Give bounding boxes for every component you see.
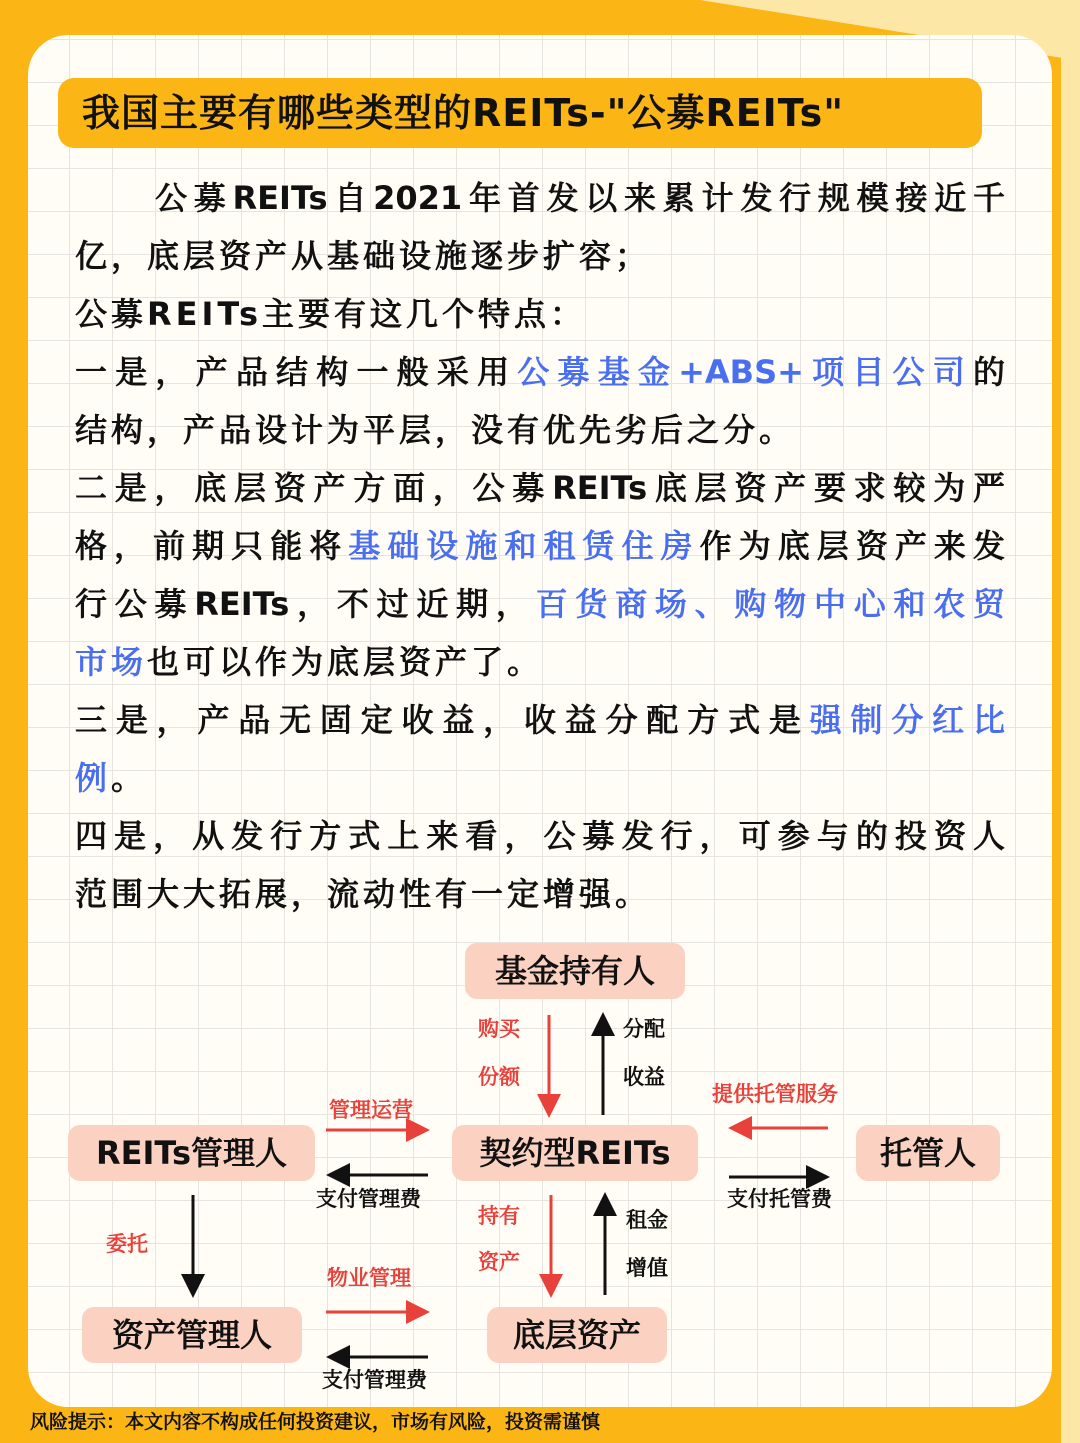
risk-disclaimer: 风险提示：本文内容不构成任何投资建议，市场有风险，投资需谨慎	[30, 1411, 601, 1433]
text-line: 亿，底层资产从基础设施逐步扩容；	[75, 237, 652, 275]
label-pay-custody: 支付托管费	[727, 1187, 832, 1211]
text-segment: 也可以作为底层资产了。	[147, 643, 544, 681]
node-underlying-asset: 底层资产	[487, 1307, 667, 1363]
node-reits-manager: REITs管理人	[68, 1125, 315, 1181]
text-segment: 三是，产品无固定收益，收益分配方式是	[75, 701, 810, 739]
text-segment: 作为底层资产来发	[699, 527, 1005, 565]
text-segment: 。	[111, 759, 148, 797]
node-contract-reits: 契约型REITs	[452, 1125, 698, 1181]
page-title: 我国主要有哪些类型的REITs-"公募REITs"	[58, 78, 982, 148]
node-fund-holder: 基金持有人	[465, 943, 685, 999]
label-shares: 份额	[478, 1065, 520, 1089]
label-pay-mgmt: 支付管理费	[316, 1187, 421, 1211]
node-custodian: 托管人	[856, 1125, 1000, 1181]
text-segment: 格，前期只能将	[75, 527, 349, 565]
highlight-text: 例	[75, 759, 112, 797]
text-line: 四是，从发行方式上来看，公募发行，可参与的投资人	[75, 817, 1005, 855]
highlight-text: 百货商场、购物中心和农贸	[535, 585, 1005, 623]
label-asset: 资产	[478, 1250, 520, 1274]
label-property: 物业管理	[327, 1266, 411, 1290]
text-segment: 的	[972, 353, 1005, 391]
text-line: 公募REITs主要有这几个特点：	[75, 295, 587, 333]
label-rent: 租金	[626, 1208, 668, 1232]
label-hold: 持有	[478, 1204, 520, 1228]
highlight-text: 公募基金+ABS+项目公司	[517, 353, 973, 391]
label-distribute: 分配	[623, 1017, 665, 1041]
text-line: 结构，产品设计为平层，没有优先劣后之分。	[75, 411, 796, 449]
node-asset-manager: 资产管理人	[82, 1307, 302, 1363]
label-income: 收益	[623, 1065, 665, 1089]
text-line: 二是，底层资产方面，公募REITs底层资产要求较为严	[75, 469, 1005, 507]
label-custody-service: 提供托管服务	[712, 1082, 838, 1106]
text-line: 范围大大拓展，流动性有一定增强。	[75, 875, 652, 913]
label-entrust: 委托	[106, 1232, 148, 1256]
highlight-text: 基础设施和租赁住房	[348, 527, 700, 565]
text-segment: 行公募REITs，不过近期，	[75, 585, 536, 623]
label-appreciation: 增值	[626, 1256, 668, 1280]
text-segment: 一是，产品结构一般采用	[75, 353, 518, 391]
label-pay-mgmt-2: 支付管理费	[322, 1368, 427, 1392]
highlight-text: 市场	[75, 643, 148, 681]
highlight-text: 强制分红比	[809, 701, 1005, 739]
label-buy: 购买	[478, 1017, 520, 1041]
text-line: 公募REITs自2021年首发以来累计发行规模接近千	[155, 179, 1005, 217]
label-ops: 管理运营	[329, 1098, 413, 1122]
